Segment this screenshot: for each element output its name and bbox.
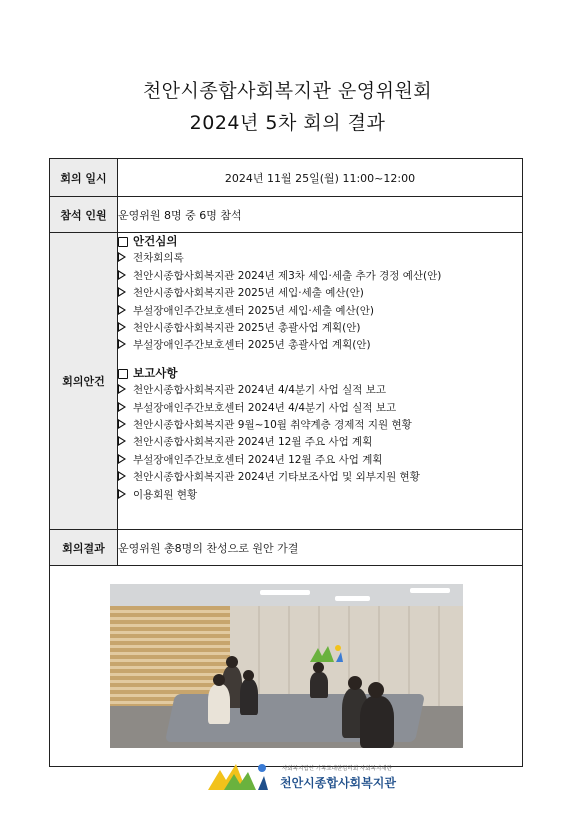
- deliberation-title: 안건심의: [133, 234, 178, 248]
- triangle-bullet-icon: [118, 322, 126, 332]
- agenda-content: [118, 233, 523, 530]
- ceiling-light: [260, 590, 310, 595]
- triangle-bullet-icon: [118, 436, 126, 446]
- triangle-bullet-icon: [118, 305, 126, 315]
- document-title-line2: 2024년 5차 회의 결과: [189, 112, 386, 134]
- wall-logo-icon: [308, 642, 344, 664]
- list-item: 부설장애인주간보호센터 2024년 4/4분기 사업 실적 보고: [118, 400, 522, 417]
- triangle-bullet-icon: [118, 489, 126, 499]
- list-item: 부설장애인주간보호센터 2025년 세입·세출 예산(안): [118, 303, 522, 320]
- hollow-square-icon: [118, 237, 128, 247]
- row-attendance: [50, 197, 523, 233]
- attendee-head: [243, 670, 254, 681]
- meeting-photo: [110, 584, 463, 748]
- list-item: 이용회원 현황: [118, 487, 522, 504]
- row-agenda: [50, 233, 523, 530]
- report-title: 보고사항: [133, 365, 178, 380]
- list-item: 천안시종합사회복지관 2024년 제3차 세입·세출 추가 경정 예산(안): [118, 268, 522, 285]
- row-meeting-date: [50, 159, 523, 197]
- attendee-head: [348, 676, 362, 690]
- triangle-bullet-icon: [118, 252, 126, 262]
- ceiling-light: [410, 588, 450, 593]
- report-heading: [118, 365, 522, 382]
- attendee: [240, 679, 258, 715]
- triangle-bullet-icon: [118, 454, 126, 464]
- list-item: 천안시종합사회복지관 2025년 세입·세출 예산(안): [118, 285, 522, 302]
- triangle-bullet-icon: [118, 419, 126, 429]
- triangle-bullet-icon: [118, 471, 126, 481]
- attendee-head: [368, 682, 384, 698]
- attendee: [208, 684, 230, 724]
- triangle-bullet-icon: [118, 287, 126, 297]
- meeting-minutes-table: [49, 158, 523, 767]
- row-result: [50, 530, 523, 566]
- ceiling-light: [335, 596, 370, 601]
- triangle-bullet-icon: [118, 402, 126, 412]
- list-item: 전차회의록: [118, 250, 522, 267]
- list-item: 부설장애인주간보호센터 2024년 12월 주요 사업 계획: [118, 452, 522, 469]
- meeting-date-label: 회의 일시: [50, 159, 118, 197]
- hollow-square-icon: [118, 369, 128, 379]
- list-item: 부설장애인주간보호센터 2025년 총괄사업 계획(안): [118, 337, 522, 354]
- footer-logo: [200, 758, 410, 798]
- document-title-line1: 천안시종합사회복지관 운영위원회: [142, 80, 433, 102]
- section-gap: [118, 355, 522, 365]
- list-item: 천안시종합사회복지관 2025년 총괄사업 계획(안): [118, 320, 522, 337]
- attendee-head: [313, 662, 324, 673]
- meeting-date-value: 2024년 11월 25일(월) 11:00~12:00: [118, 159, 523, 197]
- attendee-head: [213, 674, 225, 686]
- attendance-value: 운영위원 8명 중 6명 참석: [118, 197, 523, 233]
- result-value: 운영위원 총8명의 찬성으로 원안 가결: [118, 530, 523, 566]
- list-item: 천안시종합사회복지관 9월~10월 취약계층 경제적 지원 현황: [118, 417, 522, 434]
- deliberation-heading: [118, 233, 522, 250]
- footer-org-small: 사회복지법인 기독교대한감리회 사회복지재단: [282, 766, 392, 772]
- result-label: 회의결과: [50, 530, 118, 566]
- row-photo: [50, 566, 523, 767]
- attendance-label: 참석 인원: [50, 197, 118, 233]
- list-item: 천안시종합사회복지관 2024년 기타보조사업 및 외부지원 현황: [118, 469, 522, 486]
- list-item: 천안시종합사회복지관 2024년 12월 주요 사업 계획: [118, 434, 522, 451]
- deliberation-list: [118, 250, 522, 354]
- attendee-head: [226, 656, 238, 668]
- report-list: [118, 382, 522, 504]
- agenda-label: 회의안건: [50, 233, 118, 530]
- list-item: 천안시종합사회복지관 2024년 4/4분기 사업 실적 보고: [118, 382, 522, 399]
- triangle-bullet-icon: [118, 384, 126, 394]
- organization-logo-icon: [204, 760, 276, 794]
- triangle-bullet-icon: [118, 339, 126, 349]
- photo-cell: [50, 566, 523, 767]
- attendee: [310, 672, 328, 698]
- footer-org-name: 천안시종합사회복지관: [280, 776, 396, 790]
- ceiling: [110, 584, 463, 606]
- triangle-bullet-icon: [118, 270, 126, 280]
- attendee: [360, 696, 394, 748]
